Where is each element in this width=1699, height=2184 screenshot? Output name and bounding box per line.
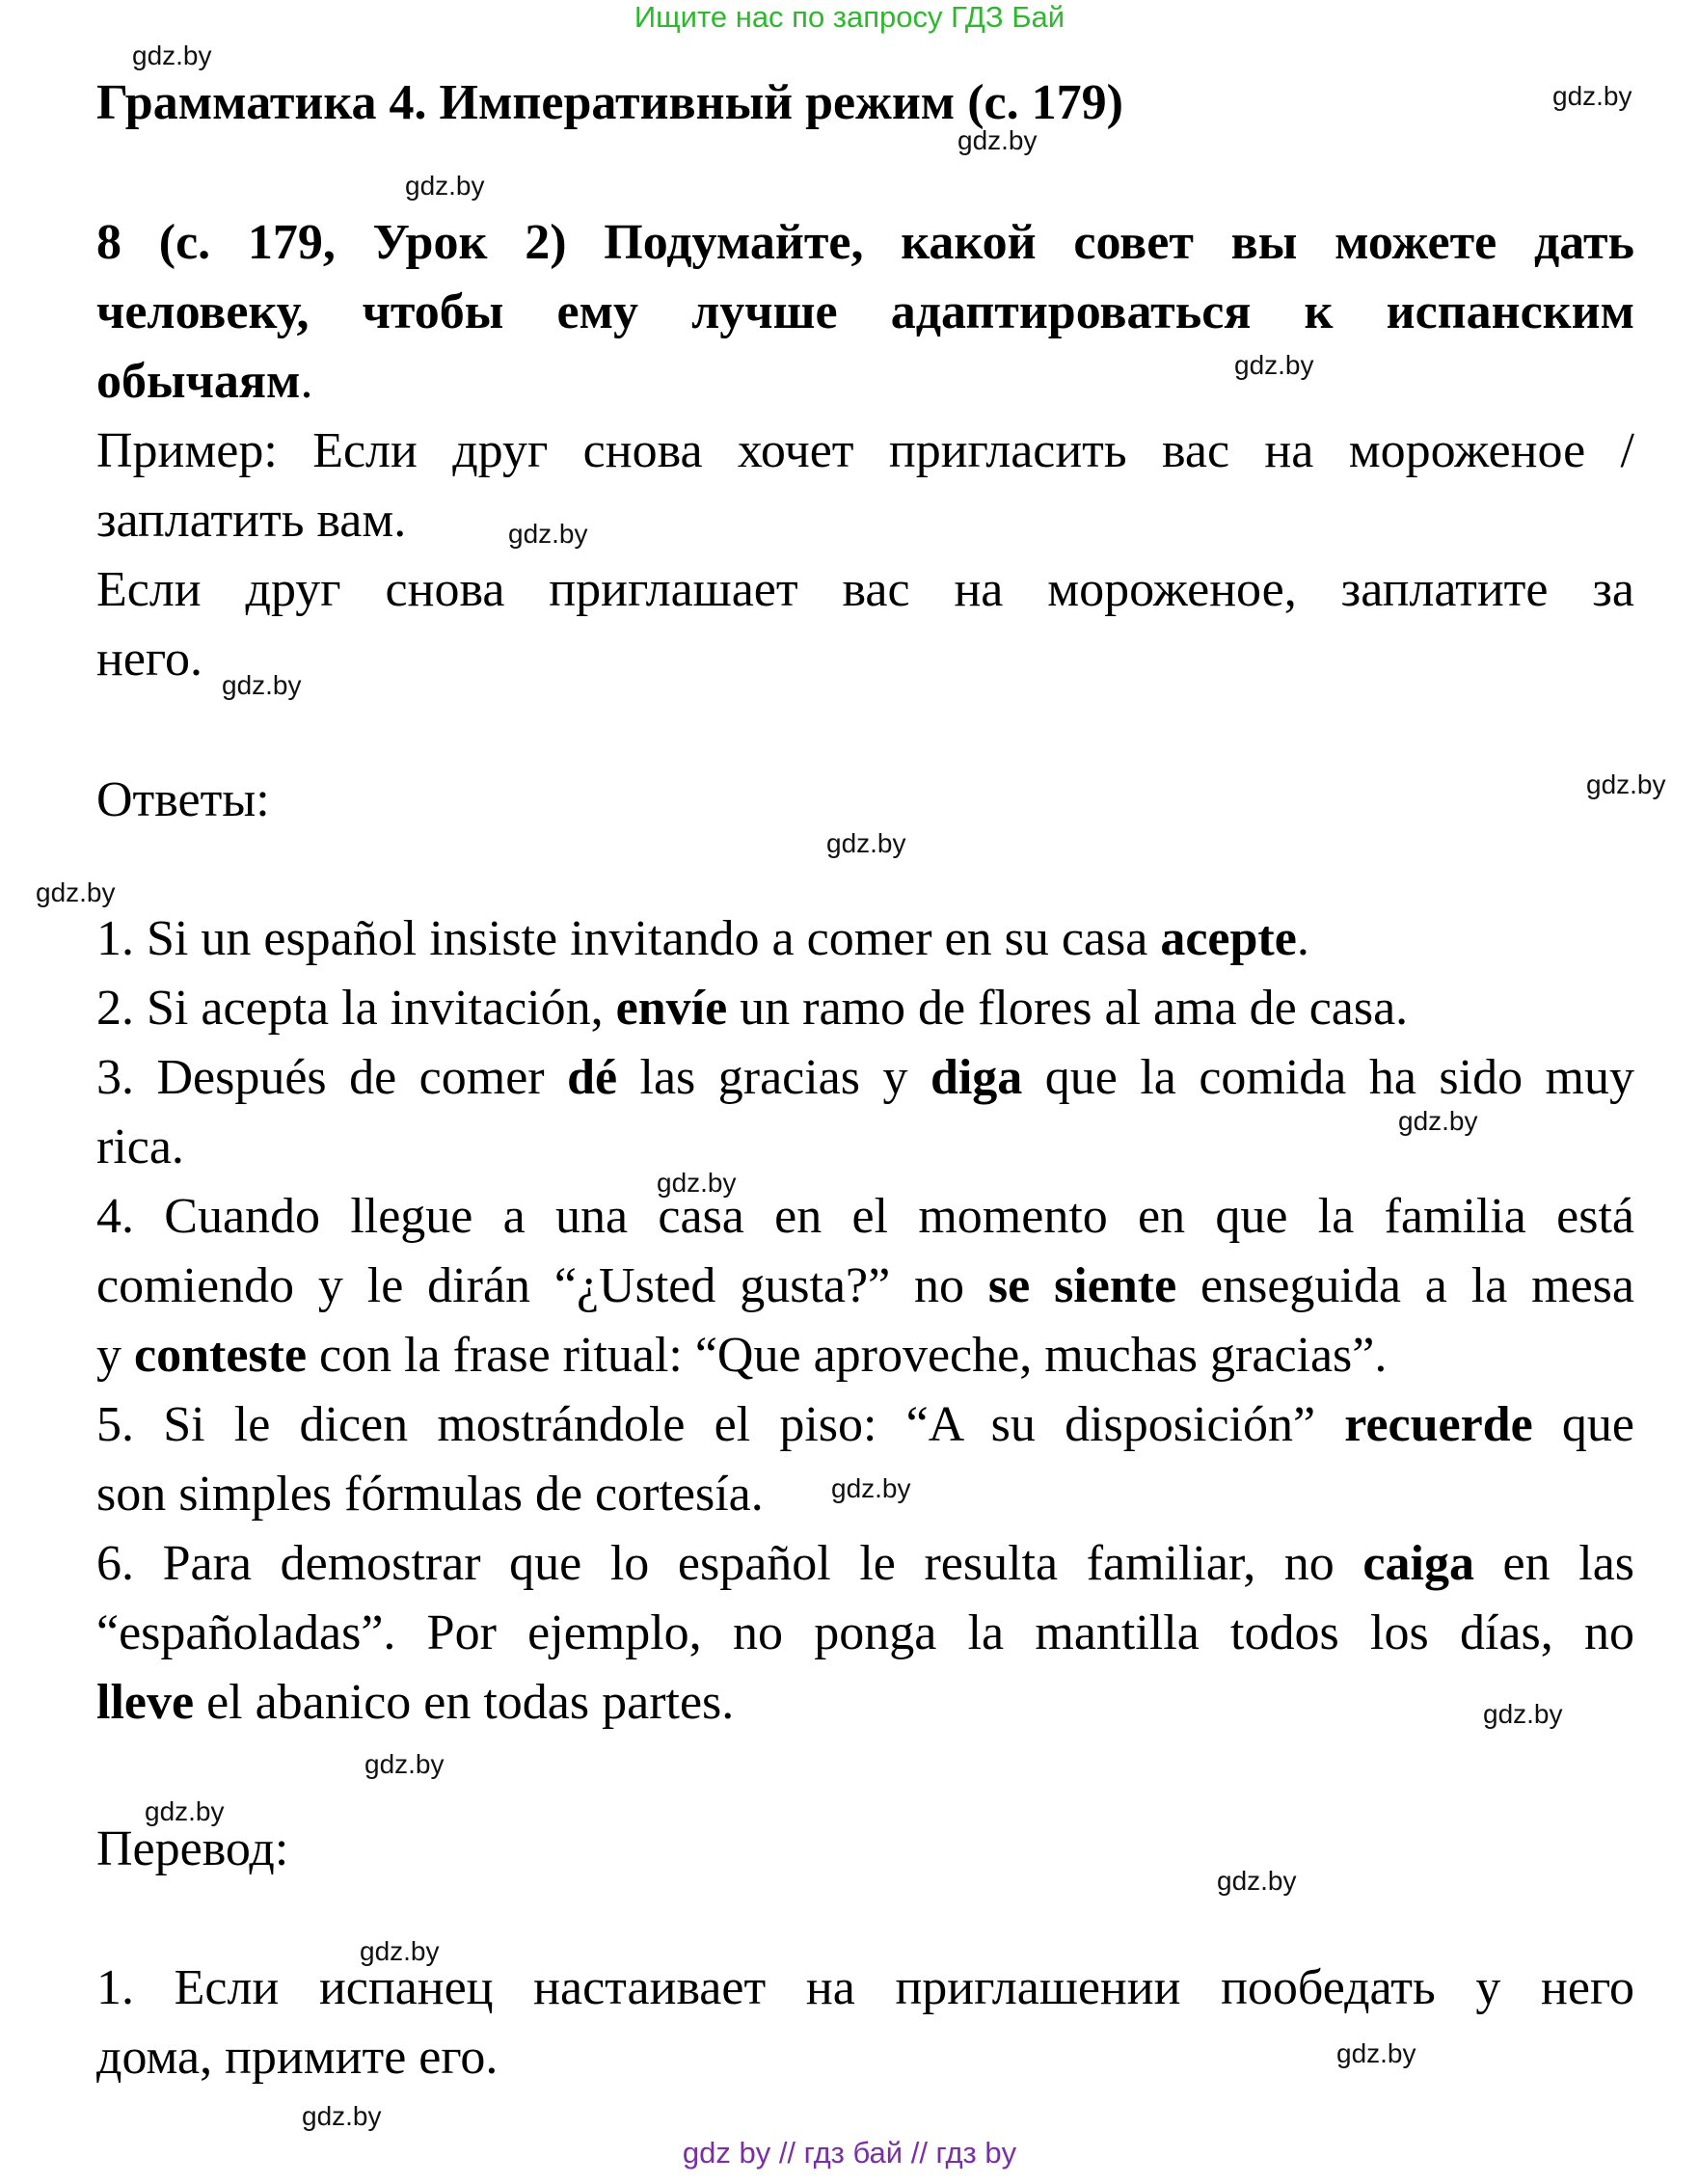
task-line-text: обычаям <box>96 354 301 409</box>
watermark: gdz.by <box>302 2101 382 2131</box>
answer-text: 3. Después de comer <box>96 1050 568 1105</box>
watermark: gdz.by <box>405 171 485 201</box>
answer-verb: recuerde <box>1344 1397 1533 1452</box>
answer-item-cont <box>96 1321 1634 1390</box>
translation-line: 1. Если испанец настаивает на приглашении пообедать у него <box>96 1960 1634 2015</box>
watermark: gdz.by <box>831 1473 911 1503</box>
answer-text: enseguida a la mesa <box>1176 1258 1634 1313</box>
translation-label: Перевод: <box>96 1821 289 1876</box>
watermark: gdz.by <box>1586 769 1666 799</box>
watermark: gdz.by <box>132 40 212 70</box>
answer-text: . <box>1296 911 1309 966</box>
page-title: Грамматика 4. Императивный режим (с. 179) <box>96 75 1123 130</box>
answer-verb: envíe <box>615 981 728 1036</box>
watermark: gdz.by <box>1217 1866 1297 1896</box>
answer-verb: dé <box>567 1050 618 1105</box>
answer-text: 6. Para demostrar que lo español le resulta familiar, no <box>96 1536 1363 1591</box>
answer-text: 5. Si le dicen mostrándole el piso: “A su disposición” <box>96 1397 1345 1452</box>
example-line: Пример: Если друг снова хочет пригласить вас на мороженое / <box>96 423 1634 478</box>
example-line: него. <box>96 632 202 687</box>
answers-label: Ответы: <box>96 772 270 827</box>
answer-verb: acepte <box>1160 911 1297 966</box>
answer-item <box>96 904 1634 974</box>
answer-text: con la frase ritual: “Que aproveche, muchas gracias”. <box>307 1328 1388 1383</box>
watermark: gdz.by <box>222 670 302 700</box>
watermark: gdz.by <box>1398 1106 1478 1136</box>
watermark: gdz.by <box>364 1749 445 1779</box>
answer-text: un ramo de flores al ama de casa. <box>727 981 1409 1036</box>
translation-line: дома, примите его. <box>96 2030 499 2085</box>
example-line: заплатить вам. <box>96 493 407 548</box>
answer-text: que <box>1532 1397 1634 1452</box>
example-line: Если друг снова приглашает вас на мороженое, заплатите за <box>96 562 1634 617</box>
answer-text: las gracias y <box>617 1050 930 1105</box>
answer-text: que la comida ha sido muy <box>1022 1050 1634 1105</box>
watermark: gdz.by <box>957 125 1038 155</box>
watermark: gdz.by <box>1552 81 1632 111</box>
watermark: gdz.by <box>826 828 906 858</box>
watermark: gdz.by <box>508 519 588 549</box>
task-line <box>96 347 1634 417</box>
answer-verb: caiga <box>1362 1536 1474 1591</box>
watermark: gdz.by <box>145 1796 225 1826</box>
footer-links[interactable]: gdz by // гдз бай // гдз by <box>682 2136 1017 2170</box>
answer-item <box>96 1529 1634 1599</box>
watermark: gdz.by <box>657 1168 737 1198</box>
answer-item-cont: son simples fórmulas de cortesía. <box>96 1467 764 1522</box>
answer-item <box>96 1043 1634 1113</box>
watermark: gdz.by <box>360 1936 440 1966</box>
task-line-end: . <box>300 354 313 409</box>
answer-item: 4. Cuando llegue a una casa en el momento en que la familia está <box>96 1189 1634 1244</box>
answer-verb: se siente <box>987 1258 1177 1313</box>
answer-verb: diga <box>930 1050 1023 1105</box>
answer-text: el abanico en todas partes. <box>194 1675 735 1730</box>
task-line: 8 (с. 179, Урок 2) Подумайте, какой совет вы можете дать <box>96 215 1634 270</box>
answer-item-cont: rica. <box>96 1119 184 1174</box>
answer-text: 1. Si un español insiste invitando a comer en su casa <box>96 911 1161 966</box>
watermark: gdz.by <box>36 877 116 907</box>
answer-verb: lleve <box>96 1675 195 1730</box>
answer-item <box>96 1390 1634 1460</box>
answer-text: 2. Si acepta la invitación, <box>96 981 616 1036</box>
answer-item-cont <box>96 1252 1634 1321</box>
answer-text: y <box>96 1328 134 1383</box>
answer-verb: conteste <box>134 1328 308 1383</box>
answer-text: en las <box>1473 1536 1635 1591</box>
answer-item-cont: “españoladas”. Por ejemplo, no ponga la mantilla todos los días, no <box>96 1605 1634 1660</box>
watermark: gdz.by <box>1234 350 1314 380</box>
answer-item <box>96 974 1634 1043</box>
watermark: gdz.by <box>1336 2038 1416 2068</box>
task-line: человеку, чтобы ему лучше адаптироваться к испанским <box>96 284 1634 339</box>
answer-item-cont <box>96 1668 1634 1738</box>
top-banner[interactable]: Ищите нас по запросу ГДЗ Бай <box>634 0 1065 34</box>
answer-text: comiendo y le dirán “¿Usted gusta?” no <box>96 1258 988 1313</box>
watermark: gdz.by <box>1483 1699 1563 1729</box>
